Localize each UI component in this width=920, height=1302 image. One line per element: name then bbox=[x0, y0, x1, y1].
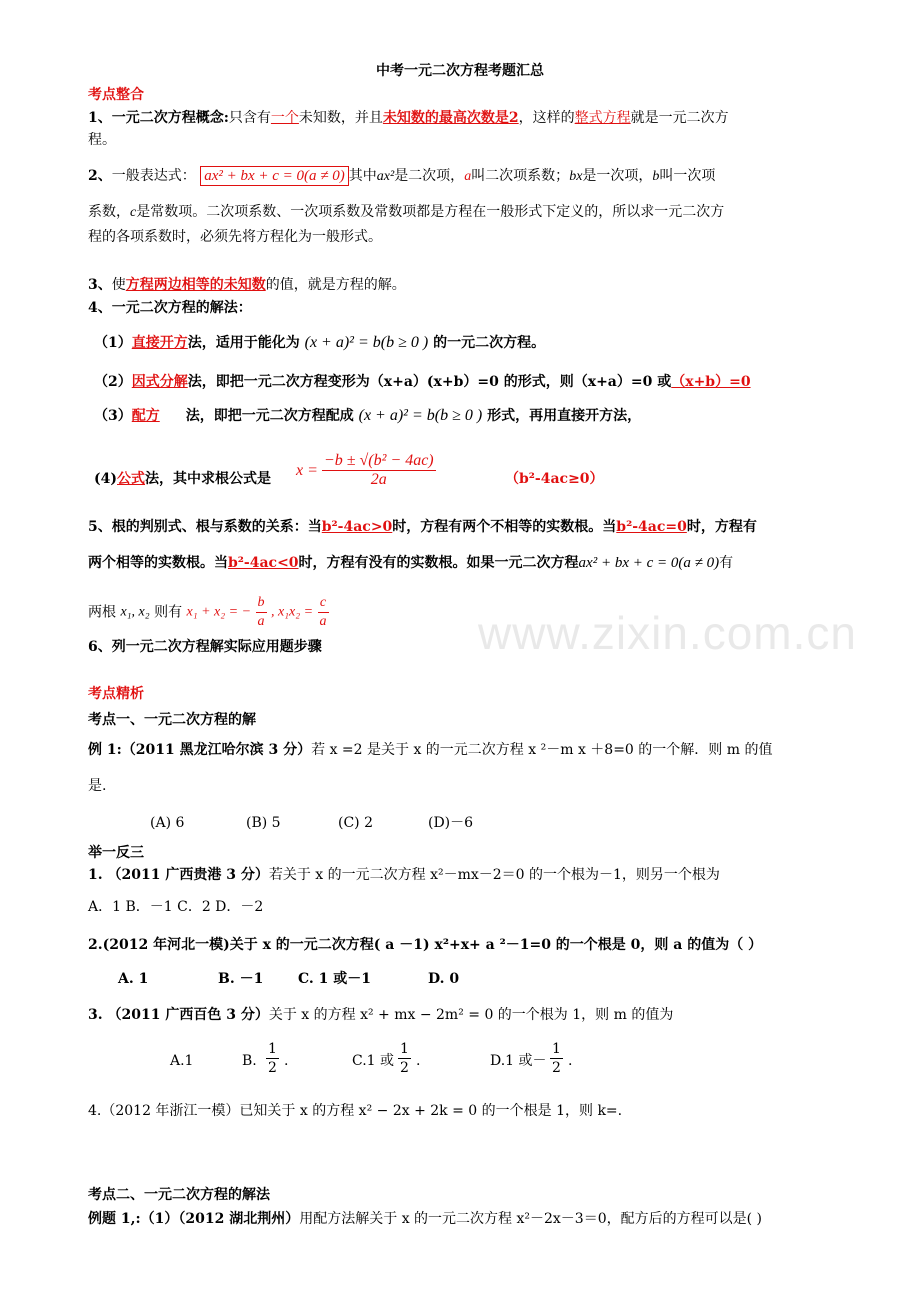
example-2-source: 例题 1,:（1）（2012 湖北荆州） bbox=[88, 1211, 300, 1227]
vieta-sum-fraction bbox=[256, 594, 267, 631]
highlight-solution-def: 方程两边相等的未知数 bbox=[125, 277, 266, 293]
frac-den: a bbox=[319, 614, 327, 629]
text: 法，即把一元二次方程变形为（x+a）(x+b）=0 的形式，则（x+a）=0 或 bbox=[187, 374, 672, 390]
point-6: 6、列一元二次方程解实际应用题步骤 bbox=[88, 639, 322, 655]
text: ，这样的 bbox=[518, 110, 575, 126]
frac-num: c bbox=[318, 594, 329, 613]
frac-den: 2 bbox=[268, 1060, 277, 1076]
option-a: (A) 6 bbox=[150, 815, 185, 831]
text: 时，方程有 bbox=[686, 519, 757, 535]
frac-den: 2 bbox=[552, 1060, 561, 1076]
question-1-text: 若关于 x 的一元二次方程 x²－mx－2＝0 的一个根为－1，则另一个根为 bbox=[268, 867, 720, 883]
discriminant-condition: （b²-4ac≥0） bbox=[505, 471, 604, 487]
text: 一般表达式： bbox=[111, 168, 196, 184]
vieta-product-fraction bbox=[318, 594, 329, 631]
question-3-source: 3. （2011 广西百色 3 分） bbox=[88, 1007, 269, 1023]
practice-heading: 举一反三 bbox=[88, 845, 144, 861]
highlight-factor-zero: （x+b）=0 bbox=[671, 374, 751, 390]
point-1-cont: 程。 bbox=[88, 132, 116, 148]
option-b: B. bbox=[242, 1053, 257, 1069]
text: 是二次项， bbox=[394, 168, 465, 184]
option-b: B. －1 bbox=[218, 971, 264, 987]
text: 的一元二次方程。 bbox=[433, 335, 546, 351]
frac-num: b bbox=[256, 594, 267, 613]
text: （1） bbox=[94, 335, 132, 351]
option-c: C.1 或 bbox=[352, 1053, 395, 1069]
question-3 bbox=[88, 1006, 838, 1024]
frac-num: 1 bbox=[552, 1041, 561, 1057]
text: 其中 bbox=[348, 168, 377, 184]
formula-lhs: x = bbox=[296, 461, 318, 479]
math-formula: (x + a)² = b(b ≥ 0 ) bbox=[304, 334, 429, 351]
math: c bbox=[130, 205, 137, 220]
option-d: (D)－6 bbox=[428, 815, 474, 831]
question-3-text: 关于 x 的方程 x² + mx − 2m² = 0 的一个根为 1，则 m 的值为 bbox=[268, 1007, 674, 1023]
text: 叫二次项系数； bbox=[471, 168, 570, 184]
option-d: D.1 或－ bbox=[490, 1053, 547, 1069]
option-b: (B) 5 bbox=[246, 815, 281, 831]
math: a bbox=[464, 169, 472, 184]
text: 时，方程有没有的实数根。如果一元二次方程 bbox=[298, 555, 579, 571]
vieta-sum: x₁ + x₂ = − bbox=[186, 604, 252, 620]
frac-den: a bbox=[257, 614, 265, 629]
point-1 bbox=[88, 109, 838, 127]
point-4: 4、一元二次方程的解法： bbox=[88, 300, 252, 316]
formula-denominator: 2a bbox=[370, 471, 387, 488]
math-formula: ax² + bx + c = 0(a ≠ 0) bbox=[578, 555, 720, 571]
highlight-disc-zero: b²-4ac=0 bbox=[616, 519, 687, 535]
example-1-question: 若 x =2 是关于 x 的一元二次方程 x ²－m x ＋8=0 的一个解．则 m 的值 bbox=[311, 742, 773, 758]
example-1-source: 例 1:（2011 黑龙江哈尔滨 3 分） bbox=[88, 742, 312, 758]
vieta-product: , x₁x₂ = bbox=[270, 604, 314, 620]
text: 是常数项。二次项系数、一次项系数及常数项都是方程在一般形式下定义的，所以求一元二次方 bbox=[136, 204, 725, 220]
option-d: D. 0 bbox=[428, 971, 460, 987]
highlight-disc-positive: b²-4ac>0 bbox=[321, 519, 393, 535]
text: 两根 bbox=[88, 604, 116, 621]
watermark: www.zixin.com.cn bbox=[478, 607, 857, 659]
frac-den: 2 bbox=[400, 1060, 409, 1076]
example-2 bbox=[88, 1210, 838, 1228]
point-2-cont bbox=[88, 203, 838, 222]
text: 两个相等的实数根。当 bbox=[88, 555, 228, 571]
question-1-source: 1. （2011 广西贵港 3 分） bbox=[88, 867, 269, 883]
question-1-options: A．1 B．－1 C．2 D．－2 bbox=[88, 899, 264, 915]
point-3-head: 3、 bbox=[88, 277, 112, 293]
text: 使 bbox=[111, 277, 126, 293]
highlight-highest-degree: 未知数的最高次数是2 bbox=[382, 110, 519, 126]
highlight-direct-root: 直接开方 bbox=[131, 335, 188, 351]
math: x₁, x₂ bbox=[120, 604, 150, 620]
text: 法，即把一元二次方程配成 bbox=[185, 408, 354, 424]
text: 法，适用于能化为 bbox=[187, 335, 300, 351]
text: 形式，再用直接开方法， bbox=[487, 408, 642, 424]
question-1 bbox=[88, 866, 838, 884]
point-2-head: 2、 bbox=[88, 168, 112, 184]
option-c: (C) 2 bbox=[338, 815, 373, 831]
frac-num: 1 bbox=[268, 1041, 277, 1057]
text: 是一次项， bbox=[582, 168, 653, 184]
text: （2） bbox=[94, 374, 132, 390]
method-1 bbox=[94, 334, 844, 352]
frac-num: 1 bbox=[400, 1041, 409, 1057]
topic-1-heading: 考点一、一元二次方程的解 bbox=[88, 712, 256, 728]
point-1-head: 1、一元二次方程概念: bbox=[88, 110, 229, 126]
text: 时，方程有两个不相等的实数根。当 bbox=[392, 519, 617, 535]
math: ax² bbox=[376, 169, 395, 184]
option-c-fraction bbox=[398, 1040, 411, 1077]
option-a: A.1 bbox=[170, 1053, 194, 1069]
method-3 bbox=[94, 407, 844, 425]
text: 未知数，并且 bbox=[298, 110, 383, 126]
text: 5、根的判别式、根与系数的关系：当 bbox=[88, 519, 322, 535]
highlight-disc-negative: b²-4ac<0 bbox=[228, 555, 299, 571]
math-formula: (x + a)² = b(b ≥ 0 ) bbox=[358, 407, 483, 424]
text: 只含有 bbox=[228, 110, 271, 126]
topic-2-heading: 考点二、一元二次方程的解法 bbox=[88, 1187, 270, 1203]
highlight-one-unknown: 一个 bbox=[270, 110, 299, 126]
method-4 bbox=[94, 470, 844, 488]
point-2 bbox=[88, 167, 838, 186]
text: 叫一次项 bbox=[659, 168, 716, 184]
page-title: 中考一元二次方程考题汇总 bbox=[376, 63, 544, 79]
text: 法，其中求根公式是 bbox=[145, 471, 271, 487]
text: 的值，就是方程的解。 bbox=[265, 277, 406, 293]
option-b-fraction bbox=[266, 1040, 279, 1077]
example-1 bbox=[88, 741, 838, 759]
highlight-completing-square: 配方 bbox=[131, 408, 160, 424]
text: 有 bbox=[719, 555, 734, 571]
text: (4) bbox=[94, 471, 117, 487]
quadratic-formula bbox=[296, 452, 436, 489]
highlight-polynomial-equation: 整式方程 bbox=[574, 110, 631, 126]
text: 则有 bbox=[154, 604, 183, 621]
question-2: 2.(2012 年河北一模)关于 x 的一元二次方程( a －1) x²+x+ a ²－1=0 的一个根是 0，则 a 的值为（ ） bbox=[88, 937, 763, 953]
highlight-formula-method: 公式 bbox=[117, 471, 145, 487]
method-2 bbox=[94, 373, 844, 391]
point-5 bbox=[88, 518, 838, 536]
section-heading-integration: 考点整合 bbox=[88, 87, 144, 103]
option-a: A. 1 bbox=[118, 971, 149, 987]
formula-numerator: −b ± √(b² − 4ac) bbox=[323, 452, 434, 469]
highlight-factoring: 因式分解 bbox=[131, 374, 188, 390]
option-d-fraction bbox=[550, 1040, 563, 1077]
section-heading-analysis: 考点精析 bbox=[88, 686, 144, 702]
question-4: 4.（2012 年浙江一模）已知关于 x 的方程 x² − 2x + 2k = 0 的一个根是 1，则 k=. bbox=[88, 1103, 623, 1119]
text: 系数， bbox=[88, 204, 130, 220]
math: b bbox=[652, 169, 660, 184]
formula-fraction bbox=[322, 452, 436, 489]
point-3 bbox=[88, 276, 838, 294]
example-2-question: 用配方法解关于 x 的一元二次方程 x²－2x－3＝0，配方后的方程可以是( ) bbox=[299, 1211, 762, 1227]
question-3-options: A.1 B. $\frac{1}{2}$ . C.1 或 $\frac{1}{2}$ . D.1 或－ $\frac{1}{2}$ . bbox=[170, 1041, 573, 1076]
text: （3） bbox=[94, 408, 132, 424]
general-form-formula: ax² + bx + c = 0(a ≠ 0) bbox=[200, 166, 349, 186]
point-5-cont bbox=[88, 554, 838, 572]
math: bx bbox=[569, 169, 583, 184]
point-2-cont2: 程的各项系数时，必须先将方程化为一般形式。 bbox=[88, 229, 382, 245]
option-c: C. 1 或－1 bbox=[298, 971, 372, 987]
example-1-cont: 是. bbox=[88, 778, 107, 794]
text: 就是一元二次方 bbox=[630, 110, 729, 126]
